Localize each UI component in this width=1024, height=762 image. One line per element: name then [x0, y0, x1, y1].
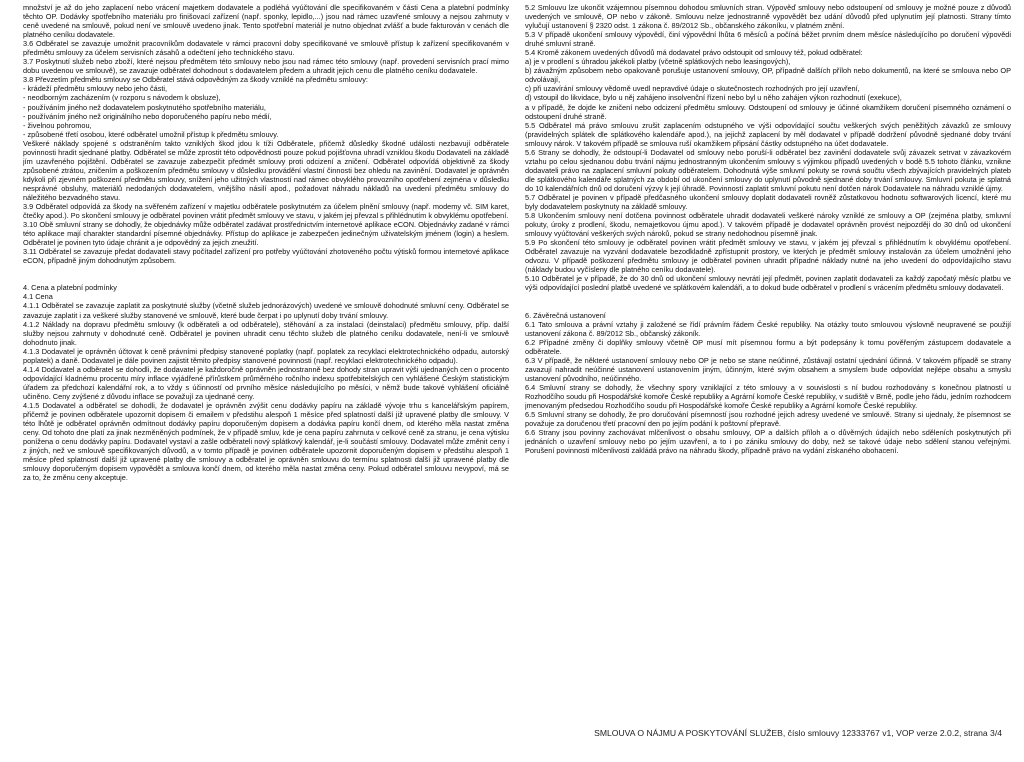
paragraph: 6.3 V případě, že některé ustanovení smlouvy nebo OP je nebo se stane neúčinné, zůstávají ostatní ujednání účinná. V takovém případě se strany zavazují nahradit neúčinné ustanovení ustanovením jiným, účinným, které svým obsahem a smyslem bude odpovídat nejlépe obsahu a smyslu ustanovení původního, neúčinného.: [525, 355, 1011, 383]
paragraph: 4.1.1 Odběratel se zavazuje zaplatit za poskytnuté služby (včetně služeb jednorázových) uvedené ve smlouvě dohodnuté smluvní ceny. Odběratel se zavazuje zaplatit i za veškeré služby stanovené ve smlouvě, které bude čerpat i po uplynutí doby trvání smlouvy.: [23, 301, 509, 320]
paragraph: a v případě, že dojde ke zničení nebo odcizení předmětu smlouvy. Odstoupení od smlouvy je účinné okamžikem doručení písemného oznámení o odstoupení druhé straně.: [525, 102, 1011, 121]
section-6-text: [525, 311, 1011, 456]
section-4-text: [23, 283, 509, 482]
paragraph: 3.6 Odběratel se zavazuje umožnit pracovníkům dodavatele v rámci pracovní doby specifikované ve smlouvě přístup k zařízení specifikovaném v předmětu smlouvy za účelem servisních zásahů a odečtení jeho technického stavu.: [23, 39, 509, 58]
right-column: [525, 3, 1011, 683]
paragraph: 6.5 Smluvní strany se dohodly, že pro doručování písemností jsou rozhodné jejich adresy uvedené ve smlouvě. Strany si ujednaly, že písemnost se považuje za doručenou třetí pracovní den po jejím podání k poštovní přepravě.: [525, 410, 1011, 429]
subsection-heading: 4.1 Cena: [23, 292, 53, 302]
paragraph: 5.8 Ukončením smlouvy není dotčena povinnost odběratele uhradit dodavateli veškeré nároky vzniklé ze smlouvy a OP (zejména platby, smluvní pokuty, úroky z prodlení, škodu, nemajetkovou újmu apod.). V takovém případě je dodavatel oprávněn provést nejpozději do 30 dnů od ukončení smlouvy vyúčtování veškerých svých nároků, pokud se strany nedohodnou písemně jinak.: [525, 211, 1011, 239]
paragraph: 4.1.4 Dodavatel a odběratel se dohodli, že dodavatel je každoročně oprávněn jednostranně bez dohody stran upravit výši ujednaných cen o procento odpovídající kladnému procentu míry inflace vyjádřené přírůstkem průměrného ročního indexu spotřebitelských cen vyhlášené Českým statistickým úřadem za předchozí kalendářní rok, a to vždy s účinností od prvního měsíce následujícího po měsíci, v němž bude takové vyhlášení oficiálně učiněno. Ceny zvýšené z důvodu inflace se považují za ujednané ceny.: [23, 364, 509, 401]
paragraph: 5.2 Smlouvu lze ukončit vzájemnou písemnou dohodou smluvních stran. Výpověď smlouvy nebo odstoupení od smlouvy je možné pouze z důvodů uvedených ve smlouvě, OP nebo v zákoně. Smlouvu nelze jednostranně vypovědět bez udání důvodů před uplynutím její platnosti. Strany tímto vylučují ustanovení § 2320 odst. 1 zákona č. 89/2012 Sb., občanského zákoníku, v platném znění.: [525, 3, 1011, 31]
paragraph: 5.9 Po skončení této smlouvy je odběratel povinen vrátit předmět smlouvy ve stavu, v jakém jej převzal s přihlédnutím k obvyklému opotřebení. Odběratel zavazuje na vyzvání dodavatele bezodkladně zpřístupnit prostory, ve kterých je předmět smlouvy instalován za účelem umožnění jeho odvozu. V případě poškození předmětu smlouvy je odběratel povinen uhradit případné náklady nutné na jeho uvedení do odpovídajícího stavu (náklady budou vyčísleny dle platného ceníku dodavatele).: [525, 238, 1011, 275]
list-item: d) vstoupil do likvidace, bylo u něj zahájeno insolvenční řízení nebo byl u něho zahájen výkon rozhodnutí (exekuce),: [525, 93, 902, 103]
paragraph: 3.7 Poskytnutí služeb nebo zboží, které nejsou předmětem této smlouvy nebo jsou nad rámec této smlouvy (např. provedení servisních prací mimo dobu uvedenou ve smlouvě), se zavazuje odběratel dohodnout s dodavatelem předem a uhradit jejich cenu dle platného ceníku dodavatele.: [23, 57, 509, 76]
list-item: a) je v prodlení s úhradou jakékoli platby (včetně splátkových nebo leasingových),: [525, 57, 791, 67]
list-item: - používáním jiného než dodavatelem poskytnutého spotřebního materiálu,: [23, 102, 266, 112]
paragraph: 5.5 Odběratel má právo smlouvu zrušit zaplacením odstupného ve výši odpovídající součtu veškerých svých peněžitých závazků ze smlouvy (pravidelných splátek dle splátkového kalendáře apod.), na jejichž zaplacení by měl dodavatel v případě dodržení původně sjednané doby trvání smlouvy nárok. V takovém případě se smlouva ruší okamžikem připsání částky odstupného na účet dodavatele.: [525, 120, 1011, 148]
paragraph: 5.3 V případě ukončení smlouvy výpovědí, činí výpovědní lhůta 6 měsíců a počíná běžet prvním dnem měsíce následujícího po doručení výpovědi druhé smluvní straně.: [525, 30, 1011, 49]
paragraph: 5.6 Strany se dohodly, že odstoupí-li Dodavatel od smlouvy nebo poruší-li odběratel bez zavinění dodavatele svůj závazek setrvat v závazkovém vztahu po celou sjednanou dobu trvání nájmu jednostranným ukončením smlouvy s výjimkou případů uvedených v bodě 5.5 tohoto článku, vznikne dodavateli právo na zaplacení smluvní pokuty odběratelem. Dohodnutá výše smluvní pokuty se rovná součtu všech zbývajících pravidelných plateb dle splátkového kalendáře splatných za období od ukončení smlouvy do uplynutí původně sjednané doby trvání smlouvy. Smluvní pokuta je splatná do 10 kalendářních dnů od doručení výzvy k její úhradě. Povinností zaplatit smluvní pokutu není dotčen nárok Dodavatele na náhradu vzniklé újmy.: [525, 147, 1011, 193]
list-item: c) při uzavírání smlouvy vědomě uvedl nepravdivé údaje o skutečnostech rozhodných pro její uzavření,: [525, 84, 860, 94]
section-gap: [23, 265, 509, 283]
section-heading: 6. Závěrečná ustanovení: [525, 310, 606, 320]
section-gap: [525, 293, 1011, 311]
paragraph: 6.1 Tato smlouva a právní vztahy ji založené se řídí právním řádem České republiky. Na otázky touto smlouvou výslovně neupravené se použijí ustanovení zákona č. 89/2012 Sb., občanský zákoník.: [525, 319, 1011, 338]
paragraph: 4.1.3 Dodavatel je oprávněn účtovat k ceně právními předpisy stanovené poplatky (např. poplatek za recyklaci elektrotechnického odpadu, autorský poplatek) a daně. Dodavatel je dále povinen zajistit těmito předpisy stanovené povinnosti (např. recyklaci elektrotechnického odpadu).: [23, 346, 509, 365]
section-heading: 4. Cena a platební podmínky: [23, 283, 117, 293]
paragraph: 3.10 Obě smluvní strany se dohodly, že objednávky může odběratel zadávat prostřednictvím internetové aplikace eCON. Objednávky zadané v rámci této aplikace mají charakter standardní písemné objednávky. Přístup do aplikace je zabezpečen jedinečným uživatelským jménem (login) a heslem. Odběratel je povinen tyto údaje chránit a je odpovědný za jejich zneužití.: [23, 220, 509, 248]
list-item: - neodborným zacházením (v rozporu s návodem k obsluze),: [23, 93, 221, 103]
paragraph: Veškeré náklady spojené s odstraněním takto vzniklých škod jdou k tíži Odběratele, přičemž důsledky škodné události nezbavují odběratele povinnosti hradit sjednané platby. Odběratel se může zprostit této odpovědnosti pouze pokud pojišťovna uhradí vzniklou škodu Dodavateli na základě jím uzavřeného pojištění. Odběratel se zavazuje zabezpečit předmět smlouvy proti odcizení a zničení. Odběratel odpovídá objektivně za škody způsobené ztrátou, zničením a poškozením předmětu smlouvy v důsledku provádění vlastní činnosti bez ohledu na zavinění. Dodavatel je oprávněn kdykoli při zjevném poškození předmětu smlouvy, snížení jeho užitných vlastností nad rámec obvyklého provozního opotřebení zejména v důsledku nesprávné obsluhy, materiálů nedodaných dodavatelem, vnějšího násilí apod., požadovat náhradu nákladů na uvedení předmětu smlouvy do náležitého bezvadného stavu.: [23, 138, 509, 202]
list-item: b) závažným způsobem nebo opakovaně porušuje ustanovení smlouvy, OP, případně dalších příloh nebo dokumentů, na které se smlouva nebo OP odvolávají,: [525, 66, 1011, 85]
paragraph: 3.11 Odběratel se zavazuje předat dodavateli stavy počítadel zařízení pro potřeby vyúčtování zhotoveného počtu výtisků formou internetové aplikace eCON, případně jiným dohodnutým způsobem.: [23, 247, 509, 266]
paragraph: 6.2 Případné změny či doplňky smlouvy včetně OP musí mít písemnou formu a být podepsány k tomu pověřeným zástupcem dodavatele a odběratele.: [525, 337, 1011, 356]
paragraph: 5.10 Odběratel je v případě, že do 30 dnů od ukončení smlouvy nevrátí její předmět, povinen zaplatit dodavateli za každý započatý měsíc platbu ve výši odpovídající poslední platbě uvedené ve splátkovém kalendáři, a to dokud bude odběratel v prodlení s vrácením předmětu smlouvy dodavateli.: [525, 274, 1011, 293]
left-column: [23, 3, 509, 683]
page-footer: SMLOUVA O NÁJMU A POSKYTOVÁNÍ SLUŽEB, číslo smlouvy 12333767 v1, VOP verze 2.0.2, strana 3/4: [594, 728, 1002, 738]
list-item: - používáním jiného než originálního nebo doporučeného papíru nebo médií,: [23, 111, 272, 121]
list-item: - krádeží předmětu smlouvy nebo jeho části,: [23, 84, 168, 94]
paragraph: 6.6 Strany jsou povinny zachovávat mlčenlivost o obsahu smlouvy, OP a dalších příloh a o důvěrných údajích nebo sděleních poskytnutých při jednáních o uzavření smlouvy nebo po jejím uzavření, a to i po zániku smlouvy do doby, než se takové údaje nebo sdělení stanou veřejnými. Porušení povinnosti mlčenlivosti zakládá právo na náhradu škody, případně právo na vydání získaného obohacení.: [525, 428, 1011, 456]
paragraph: 3.9 Odběratel odpovídá za škody na svěřeném zařízení v majetku odběratele poskytnutém za účelem plnění smlouvy (např. modemy vč. SIM karet, čtečky apod.). Po skončení smlouvy je odběratel povinen vrátit předmět smlouvy ve stavu, v jakém jej převzal s přihlédnutím k obvyklému opotřebení.: [23, 202, 509, 221]
paragraph: 6.4 Smluvní strany se dohodly, že všechny spory vzniklající z této smlouvy a v souvislosti s ní budou rozhodovány s konečnou platností u Rozhodčího soudu při Hospodářské komoře České republiky a Agrární komoře České republiky, v sudiště v Brně, podle jeho řádu, jedním rozhodcem jmenovaným předsedou Rozhodčího soudu při Hospodářské komoře České republiky a Agrární komoře České republiky.: [525, 382, 1011, 410]
list-item: - způsobené třetí osobou, které odběratel umožnil přístup k předmětu smlouvy.: [23, 129, 279, 139]
paragraph: 3.8 Převzetím předmětu smlouvy se Odběratel stává odpovědným za škody vzniklé na předmětu smlouvy:: [23, 75, 368, 85]
paragraph: množství je až do jeho zaplacení nebo vrácení majetkem dodavatele a podléhá vyúčtování dle specifikovaném v části Cena a platební podmínky těchto OP. Dodávky spotřebního materiálu pro finišovací zařízení (např. sponky, lepidlo,...) jsou nad rámec uzavřené smlouvy a nejsou zahrnuty v ceně uvedené na smlouvě, pokud není ve smlouvě uvedeno jinak. Tento spotřební materiál je nutno objednat zvlášť a bude fakturován v cenách dle platného ceníku dodavatele.: [23, 3, 509, 40]
section-5-text: [525, 3, 1011, 293]
paragraph: 5.4 Kromě zákonem uvedených důvodů má dodavatel právo odstoupit od smlouvy též, pokud odběratel:: [525, 48, 863, 58]
list-item: - živelnou pohromou,: [23, 120, 92, 130]
paragraph: 5.7 Odběratel je povinen v případě předčasného ukončení smlouvy doplatit dodavateli rovněž zůstatkovou hodnotu softwarových licencí, které mu byly dodavatelem poskytnuty na základě smlouvy.: [525, 192, 1011, 212]
paragraph: 4.1.5 Dodavatel a odběratel se dohodli, že dodavatel je oprávněn zvýšit cenu dodávky papíru na základě vývoje trhu s kancelářským papírem, přičemž je povinen odběratele upozornit dopisem či emailem v předstihu alespoň 1 měsíce před splatností další již upravené platby dle smlouvy. V této lhůtě je odběratel oprávněn odmítnout dodávky papíru doporučeným dopisem a dodávka papíru končí dnem, od kterého měla nastat změna ceny. Od tohoto dne platí za jinak nezměněných podmínek, že v případě smluv, kde je cena papíru zahrnuta v celkové ceně za stranu, je cena výtisku ponížena o cenu dodávky papíru. Dodavatel vystaví a zašle odběrateli nový splátkový kalendář, je-li součástí smlouvy. Dodavatel může změnit ceny i z jiných, než ve smlouvě specifikovaných důvodů, a v tomto případě je povinen odběratele upozornit doporučeným dopisem v předstihu alespoň 1 měsíce před splatností další již upravené platby dle smlouvy a odběratel je oprávněn smlouvu do termínu splatnosti další již upravené platby dle smlouvy doporučeným dopisem vypovědět a smlouva končí dnem, od kterého měla nastat změna ceny. Pokud odběratel smlouvu nevypoví, má se za to, že změnu ceny akceptuje.: [23, 400, 509, 483]
section-3-text: [23, 3, 509, 265]
paragraph: 4.1.2 Náklady na dopravu předmětu smlouvy (k odběrateli a od odběratele), stěhování a za instalaci (deinstalaci) předmětu smlouvy, příp. další služby nejsou zahrnuty v dohodnuté ceně. Odběratel je povinen uhradit cenu těchto služeb dle platného ceníku dodavatele, není-li ve smlouvě dohodnuto jinak.: [23, 319, 509, 347]
